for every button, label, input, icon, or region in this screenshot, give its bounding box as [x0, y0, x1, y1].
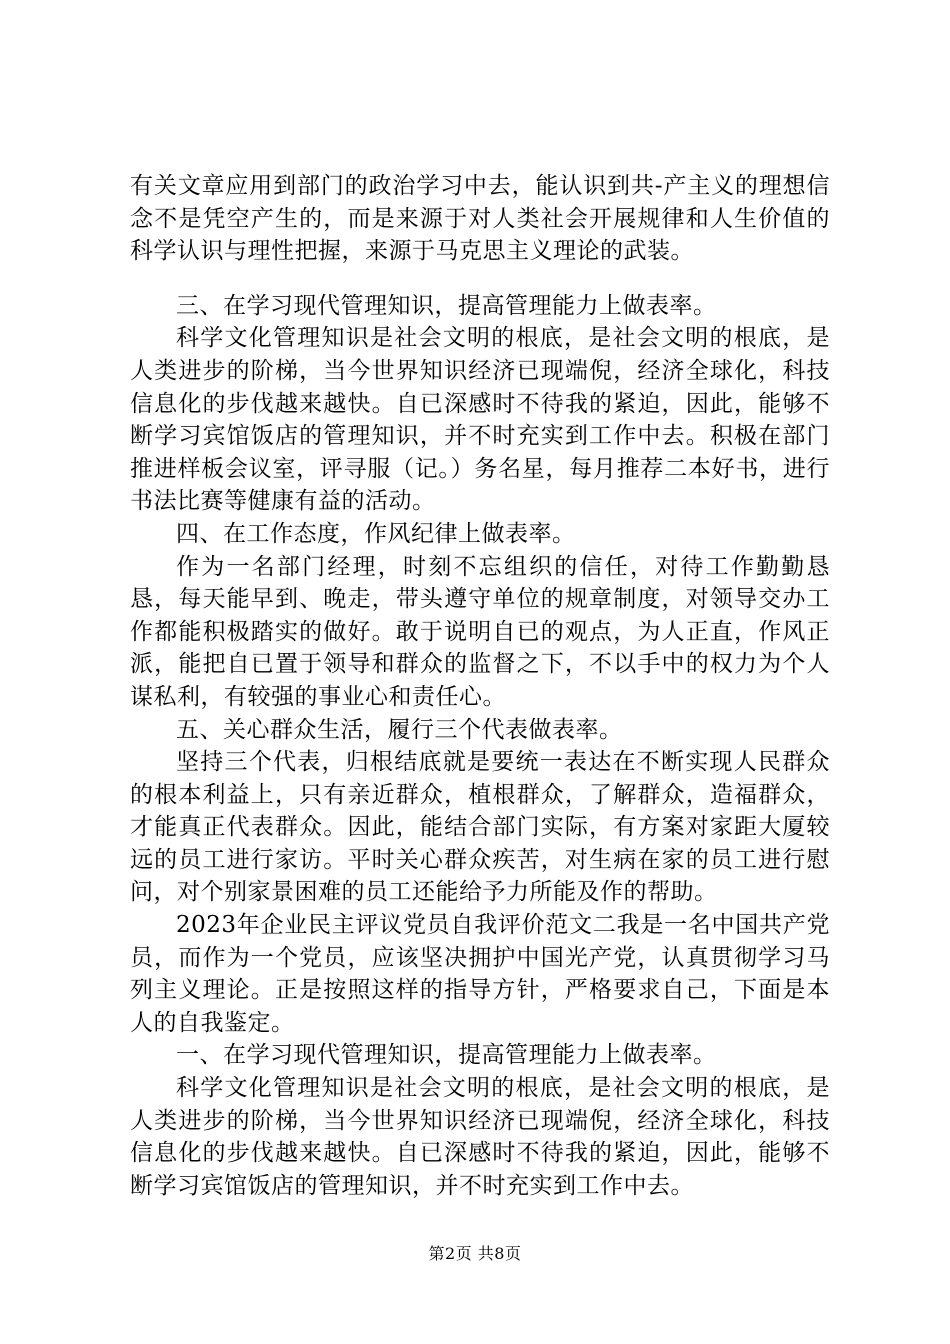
- document-body: [130, 170, 830, 1202]
- section-heading-five: 五、关心群众生活，履行三个代表做表率。: [176, 716, 623, 743]
- section-heading-four: 四、在工作态度，作风纪律上做表率。: [176, 520, 576, 547]
- page-number-footer: 第2页 共8页: [428, 1244, 522, 1263]
- paragraph-care-for-masses: 坚持三个代表，归根结底就是要统一表达在不断实现人民群众的根本利益上，只有亲近群众，植根群众，了解群众，造福群众，才能真正代表群众。因此，能结合部门实际，有方案对家距大厦较远的员工进行家访。平时关心群众疾苦，对生病在家的员工进行慰问，对个别家景困难的员工还能给予力所能及作的帮助。: [130, 749, 830, 906]
- paragraph-continuation: 有关文章应用到部门的政治学习中去，能认识到共-产主义的理想信念不是凭空产生的，而是来源于对人类社会开展规律和人生价值的科学认识与理性把握，来源于马克思主义理论的武装。: [130, 173, 830, 265]
- section-heading-three: 三、在学习现代管理知识，提高管理能力上做表率。: [176, 292, 717, 319]
- section-heading-one: 一、在学习现代管理知识，提高管理能力上做表率。: [176, 1042, 717, 1069]
- paragraph-work-attitude: 作为一名部门经理，时刻不忘组织的信任，对待工作勤勤恳恳，每天能早到、晚走，带头遵守单位的规章制度，对领导交办工作都能积极踏实的做好。敢于说明自已的观点，为人正直，作风正派，能把自已置于领导和群众的监督之下，不以手中的权力为个人谋私利，有较强的事业心和责任心。: [130, 553, 830, 710]
- paragraph-sample-two-intro: 2023年企业民主评议党员自我评价范文二我是一名中国共产党员，而作为一个党员，应该坚决拥护中国光产党，认真贯彻学习马列主义理论。正是按照这样的指导方针，严格要求自己，下面是本人的自我鉴定。: [130, 912, 830, 1036]
- paragraph-management-knowledge-repeat: 科学文化管理知识是社会文明的根底，是社会文明的根底，是人类进步的阶梯，当今世界知识经济已现端倪，经济全球化，科技信息化的步伐越来越快。自已深感时不待我的紧迫，因此，能够不断学习宾馆饭店的管理知识，并不时充实到工作中去。: [130, 1075, 830, 1199]
- paragraph-gap: [130, 268, 830, 290]
- paragraph-management-knowledge: 科学文化管理知识是社会文明的根底，是社会文明的根底，是人类进步的阶梯，当今世界知识经济已现端倪，经济全球化，科技信息化的步伐越来越快。自已深感时不待我的紧迫，因此，能够不断学习宾馆饭店的管理知识，并不时充实到工作中去。积极在部门推进样板会议室，评寻服（记。）务名星，每月推荐二本好书，进行书法比赛等健康有益的活动。: [130, 325, 830, 515]
